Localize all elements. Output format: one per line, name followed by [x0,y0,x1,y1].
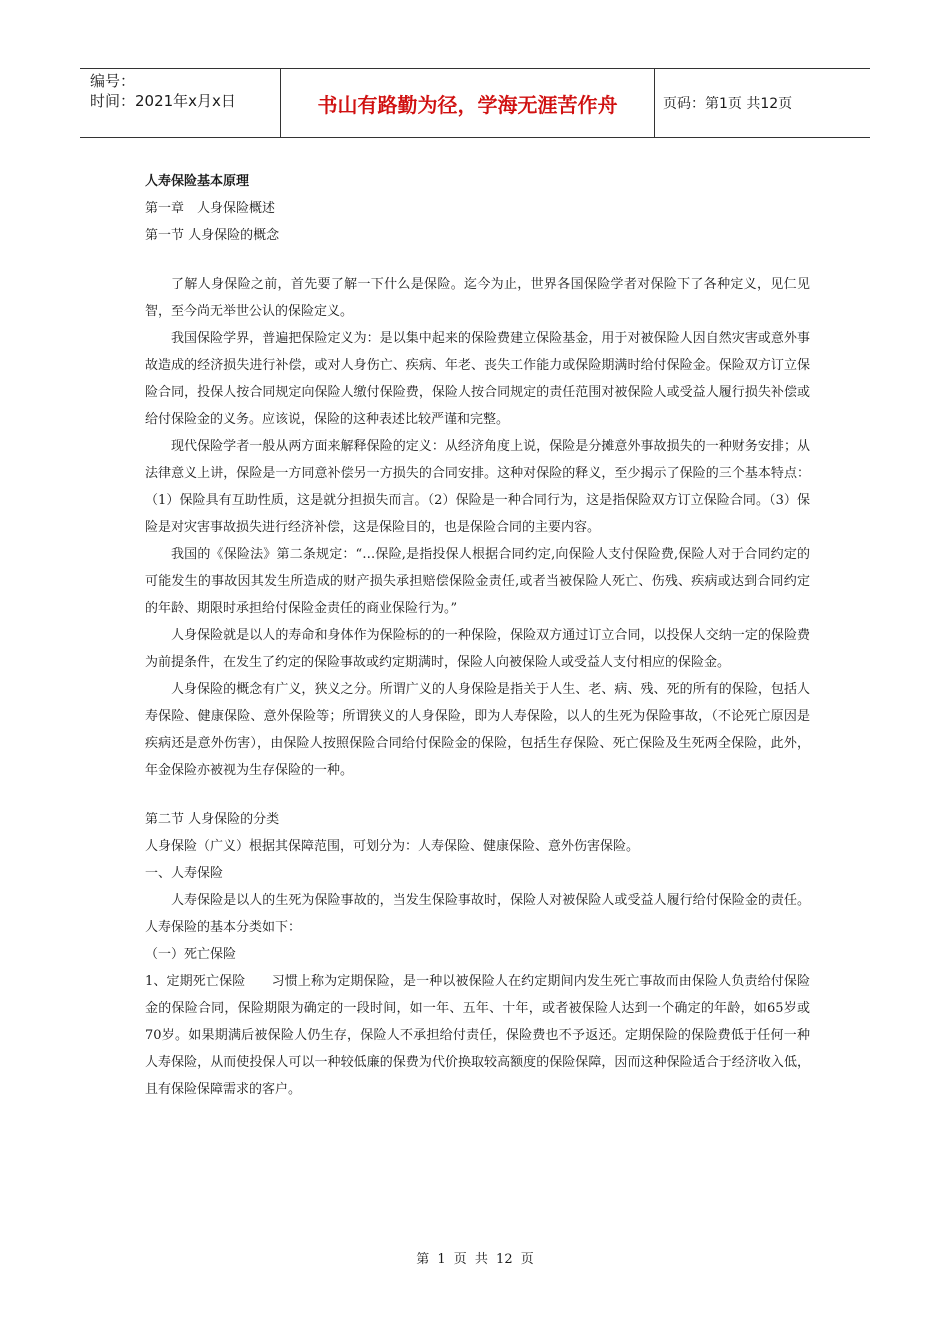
number-label: 编号： [90,72,136,90]
section-heading-2: 第二节 人身保险的分类 [145,812,280,827]
time-label: 时间：2021年x月x日 [90,92,236,110]
paragraph-4: 我国的《保险法》第二条规定：“…保险,是指投保人根据合同约定,向保险人支付保险费,保险人对于合同约定的可能发生的事故因其发生所造成的财产损失承担赔偿保险金责任,或者当被保险人死亡、伤残、疾病或达到合同约定的年龄、期限时承担给付保险金责任的商业保险行为。” [145,547,810,616]
paragraph-6: 人身保险的概念有广义，狭义之分。所谓广义的人身保险是指关于人生、老、病、残、死的所有的保险，包括人寿保险、健康保险、意外保险等；所谓狭义的人身保险，即为人寿保险，以人的生死为保险事故，（不论死亡原因是疾病还是意外伤害），由保险人按照保险合同给付保险金的保险，包括生存保险、死亡保险及生死两全保险，此外，年金保险亦被视为生存保险的一种。 [145,682,810,778]
spacer [145,784,810,806]
paragraph-8: 1、定期死亡保险 习惯上称为定期保险，是一种以被保险人在约定期间内发生死亡事故而由保险人负责给付保险金的保险合同，保险期限为确定的一段时间，如一年、五年、十年，或者被保险人达到一个确定的年龄，如65岁或70岁。如果期满后被保险人仍生存，保险人不承担给付责任，保险费也不予返还。定期保险的保险费低于任何一种人寿保险，从而使投保人可以一种较低廉的保费为代价换取较高额度的保险保障，因而这种保险适合于经济收入低，且有保险保障需求的客户。 [145,974,810,1097]
chapter-heading: 第一章 人身保险概述 [145,201,276,216]
subheading-life-insurance: 一、人寿保险 [145,866,224,881]
paragraph-5: 人身保险就是以人的寿命和身体作为保险标的的一种保险，保险双方通过订立合同，以投保人交纳一定的保险费为前提条件，在发生了约定的保险事故或约定期满时，保险人向被保险人或受益人支付相应的保险金。 [145,628,810,670]
page-footer: 第 1 页 共 12 页 [416,1252,534,1267]
motto: 书山有路勤为径，学海无涯苦作舟 [280,69,655,137]
page-info: 页码：第1页 共12页 [663,96,793,112]
document-body [145,168,810,1103]
paragraph-2: 我国保险学界，普遍把保险定义为：是以集中起来的保险费建立保险基金，用于对被保险人因自然灾害或意外事故造成的经济损失进行补偿，或对人身伤亡、疾病、年老、丧失工作能力或保险期满时给付保险金。保险双方订立保险合同，投保人按合同规定向保险人缴付保险费，保险人按合同规定的责任范围对被保险人或受益人履行损失补偿或给付保险金的义务。应该说，保险的这种表述比较严谨和完整。 [145,331,810,427]
spacer [145,249,810,271]
paragraph-7: 人寿保险是以人的生死为保险事故的，当发生保险事故时，保险人对被保险人或受益人履行给付保险金的责任。人寿保险的基本分类如下： [145,893,810,935]
header-table [80,68,870,138]
doc-title: 人寿保险基本原理 [145,174,250,189]
section-2-intro: 人身保险（广义）根据其保障范围，可划分为：人寿保险、健康保险、意外伤害保险。 [145,839,640,854]
section-heading-1: 第一节 人身保险的概念 [145,228,280,243]
paragraph-3: 现代保险学者一般从两方面来解释保险的定义：从经济角度上说，保险是分摊意外事故损失的一种财务安排；从法律意义上讲，保险是一方同意补偿另一方损失的合同安排。这种对保险的释义，至少揭示了保险的三个基本特点：（1）保险具有互助性质，这是就分担损失而言。（2）保险是一种合同行为，这是指保险双方订立保险合同。（3）保险是对灾害事故损失进行经济补偿，这是保险目的，也是保险合同的主要内容。 [145,439,810,535]
header-left-cell [80,69,280,137]
subheading-death-insurance: （一）死亡保险 [145,947,237,962]
paragraph-1: 了解人身保险之前，首先要了解一下什么是保险。迄今为止，世界各国保险学者对保险下了各种定义，见仁见智，至今尚无举世公认的保险定义。 [145,277,810,319]
